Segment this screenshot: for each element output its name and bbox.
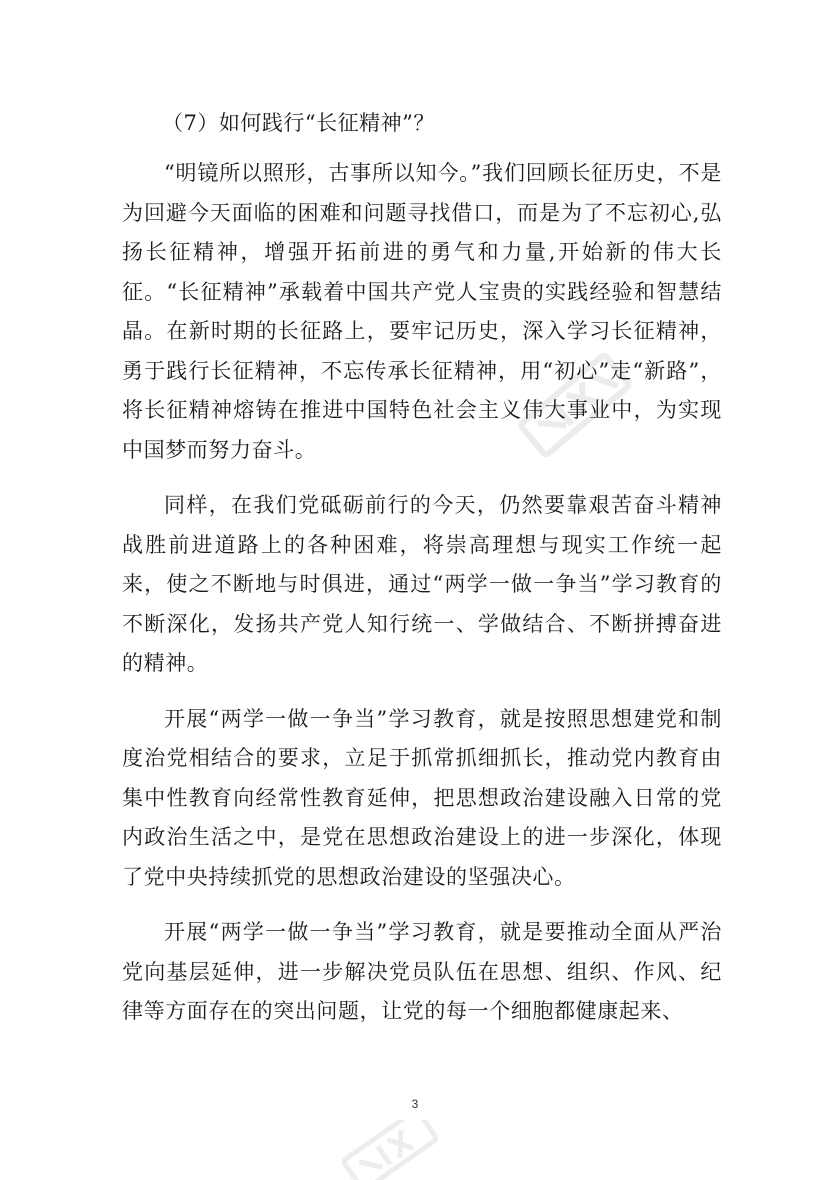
paragraph: 开展“两学一做一争当”学习教育，就是要推动全面从严治党向基层延伸，进一步解决党员队伍在思想、组织、作风、纪律等方面存在的突出问题，让党的每一个细胞都健康起来、 xyxy=(122,920,722,1023)
paragraph: “明镜所以照形，古事所以知今。”我们回顾长征历史，不是为回避今天面临的困难和问题寻找借口，而是为了不忘初心,弘扬长征精神，增强开拓前进的勇气和力量,开始新的伟大长征。“长征精神”承载着中国共产党人宝贵的实践经验和智慧结晶。在新时期的长征路上，要牢记历史，深入学习长征精神，勇于践行长征精神，不忘传承长征精神，用“初心”走“新路”，将长征精神熔铸在推进中国特色社会主义伟大事业中，为实现中国梦而努力奋斗。 xyxy=(122,161,722,462)
paragraph: 开展“两学一做一争当”学习教育，就是按照思想建党和制度治党相结合的要求，立足于抓常抓细抓长，推动党内教育由集中性教育向经常性教育延伸，把思想政治建设融入日常的党内政治生活之中，是党在思想政治建设上的进一步深化，体现了党中央持续抓党的思想政治建设的坚强决心。 xyxy=(122,706,722,889)
document-body xyxy=(122,104,722,1032)
paragraph: 同样，在我们党砥砺前行的今天，仍然要靠艰苦奋斗精神战胜前进道路上的各种困难，将崇高理想与现实工作统一起来，使之不断地与时俱进，通过“两学一做一争当”学习教育的不断深化，发扬共产党人知行统一、学做结合、不断拼搏奋进的精神。 xyxy=(122,493,722,675)
section-heading: （7）如何践行“长征精神”？ xyxy=(162,111,435,135)
watermark-stamp-icon xyxy=(330,1120,450,1180)
page-number: 3 xyxy=(411,1097,419,1111)
